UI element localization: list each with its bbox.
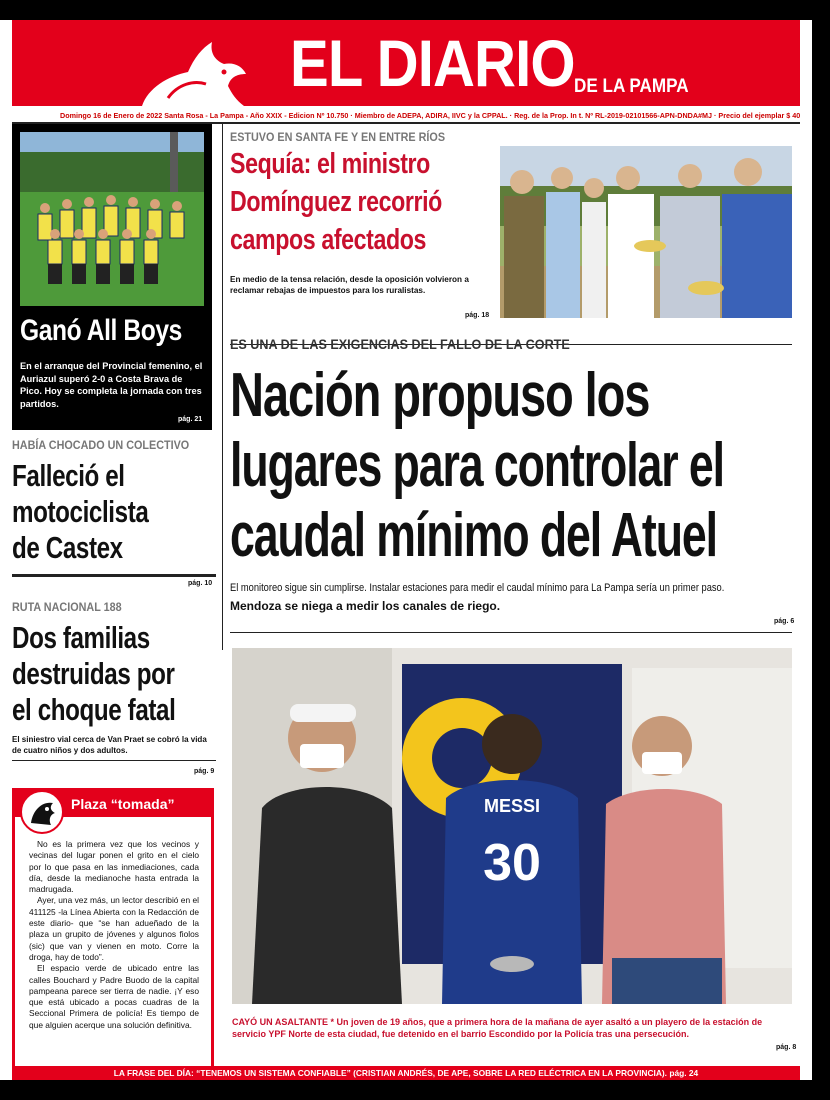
sequia-headline-line: campos afectados bbox=[230, 224, 427, 256]
motociclista-page: pág. 10 bbox=[188, 580, 213, 587]
motociclista-headline-line: motociclista bbox=[12, 494, 149, 529]
atuel-headline-line: lugares para controlar el bbox=[230, 431, 724, 500]
plaza-paragraph: El espacio verde de ubicado entre las calles Bouchard y Padre Buodo de la capital pampeana parece ser tierra de nadie. ¡Y eso que está ubicado a pocas cuadras de la Seccional Primera de policía! Es tiempo de que alguien acerque una solución definitiva. bbox=[29, 963, 199, 1030]
allboys-page: pág. 21 bbox=[178, 416, 203, 423]
ruta-headline-line: destruidas por bbox=[12, 656, 175, 691]
ruta-page: pág. 9 bbox=[194, 768, 215, 775]
section-rule bbox=[12, 574, 216, 577]
asaltante-caption bbox=[232, 1016, 792, 1040]
sequia-body: En medio de la tensa relación, desde la oposición volvieron a reclamar rebajas de impuestos para los ruralistas. bbox=[230, 275, 469, 295]
masthead-subtitle: DE LA PAMPA bbox=[574, 76, 689, 97]
ruta-body: El siniestro vial cerca de Van Praet se cobró la vida de cuatro niños y dos adultos. bbox=[12, 735, 207, 755]
atuel-headline-line: caudal mínimo del Atuel bbox=[230, 501, 717, 570]
plaza-text bbox=[29, 839, 199, 1031]
sequia-kicker: ESTUVO EN SANTA FE Y EN ENTRE RÍOS bbox=[230, 130, 446, 144]
bird-logo-icon bbox=[138, 38, 248, 106]
ruta-headline-line: Dos familias bbox=[12, 620, 150, 655]
atuel-body: El monitoreo sigue sin cumplirse. Instalar estaciones para medir el caudal mínimo para La Pampa sería un primer paso. bbox=[230, 582, 725, 594]
frase-del-dia-bar: LA FRASE DEL DÍA: “TENEMOS UN SISTEMA CONFIABLE” (CRISTIAN ANDRÉS, DE APE, SOBRE LA RED ELÉCTRICA EN LA PROVINCIA). pág. 24 bbox=[12, 1066, 800, 1080]
asaltante-page: pág. 8 bbox=[776, 1044, 797, 1051]
football-team-photo bbox=[20, 132, 204, 306]
arrest-photo bbox=[232, 648, 792, 1004]
atuel-body-bold: Mendoza se niega a medir los canales de riego. bbox=[230, 599, 501, 613]
allboys-box bbox=[12, 124, 212, 430]
plaza-paragraph: Ayer, una vez más, un lector describió en el 411125 -la Línea Abierta con la Redacción de este diario- que “se han adueñado de la plaza un grupito de jóvenes y algunos fiolos (sic) que van y vienen en moto. Corre la droga, hay de todo”. bbox=[29, 895, 199, 962]
section-rule bbox=[12, 760, 216, 761]
shirt-number: 30 bbox=[483, 834, 541, 892]
section-rule bbox=[230, 632, 792, 633]
asaltante-lead: CAYÓ UN ASALTANTE * bbox=[232, 1017, 335, 1027]
allboys-body: En el arranque del Provincial femenino, el Auriazul superó 2-0 a Costa Brava de Pico. Hoy se completa la jornada con tres partidos. bbox=[20, 361, 203, 409]
atuel-page: pág. 6 bbox=[774, 618, 795, 625]
motociclista-kicker: HABÍA CHOCADO UN COLECTIVO bbox=[12, 438, 190, 452]
sequia-headline-line: Domínguez recorrió bbox=[230, 186, 442, 218]
allboys-headline: Ganó All Boys bbox=[20, 314, 182, 347]
minister-photo bbox=[500, 146, 792, 318]
column-rule bbox=[222, 124, 223, 650]
shirt-name: MESSI bbox=[483, 796, 541, 816]
motociclista-headline-line: Falleció el bbox=[12, 458, 125, 493]
edition-line: Domingo 16 de Enero de 2022 Santa Rosa - La Pampa - Año XXIX - Edicion Nº 10.750 · Miembro de ADEPA, ADIRA, IIVC y la CPPAL. · Reg. de la Prop. In t. Nº RL-2019-02101566-APN-DNDA#MJ · Precio del ejemplar $ 40 bbox=[60, 111, 800, 120]
plaza-box bbox=[12, 788, 214, 1074]
plaza-title: Plaza “tomada” bbox=[71, 796, 175, 812]
motociclista-headline-line: de Castex bbox=[12, 530, 123, 565]
asaltante-body: Un joven de 19 años, que a primera hora de la mañana de ayer asaltó a un playero de la estación de servicio YPF Norte de esta ciudad, fue detenido en el barrio Escondido por la Policía tras una persecución. bbox=[232, 1017, 763, 1039]
mascot-icon bbox=[19, 789, 65, 835]
newspaper-page bbox=[0, 20, 812, 1080]
masthead-title: EL DIARIO bbox=[290, 26, 575, 100]
masthead bbox=[12, 20, 800, 106]
atuel-kicker: ES UNA DE LAS EXIGENCIAS DEL FALLO DE LA CORTE bbox=[230, 336, 570, 352]
sequia-page: pág. 18 bbox=[465, 312, 490, 319]
ruta-kicker: RUTA NACIONAL 188 bbox=[12, 600, 122, 614]
plaza-paragraph: No es la primera vez que los vecinos y vecinas del lugar ponen el grito en el cielo por lo que pasa en las inmediaciones, cada día, desde la medianoche hasta entrada la madrugada. bbox=[29, 839, 199, 895]
atuel-headline-line: Nación propuso los bbox=[230, 361, 650, 430]
ruta-headline-line: el choque fatal bbox=[12, 692, 176, 727]
sequia-headline-line: Sequía: el ministro bbox=[230, 148, 430, 180]
